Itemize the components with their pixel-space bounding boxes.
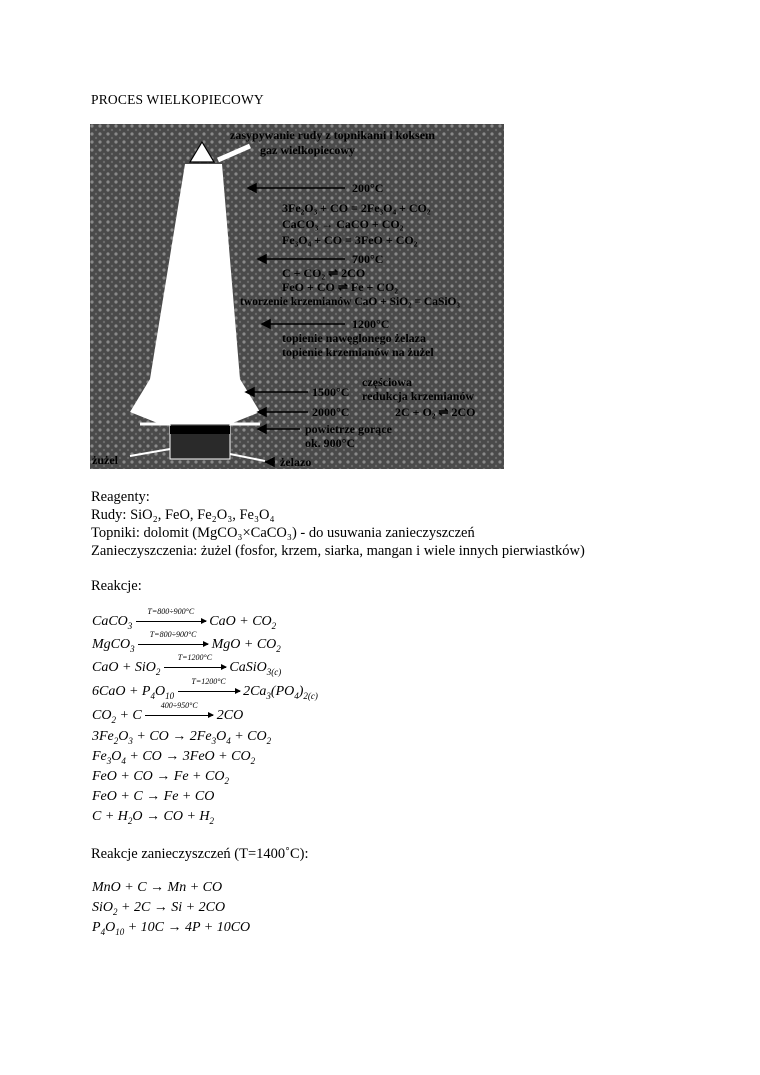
label-r3: Fe₃O₄ + CO = 3FeO + CO₂ [282, 233, 418, 247]
label-t2000: 2000°C [312, 405, 350, 419]
label-t1500: 1500°C [312, 385, 350, 399]
fluxes-line: Topniki: dolomit (MgCO₃×CaCO₃) - do usuwania zanieczyszczeń [91, 525, 475, 541]
reactions-heading: Reakcje: [91, 578, 142, 594]
reaction-5: $CO_2 + C$ 400÷950°C 2CO [92, 707, 243, 729]
reaction-1: CaCO$_3$ T=800÷900°C CaO + $CO_2$ [92, 613, 276, 635]
reaction-7: $Fe_3O_4$ + CO → $3FeO + CO_2$ [92, 749, 256, 766]
label-r6: tworzenie krzemianów CaO + SiO₂ = CaSiO₃ [240, 296, 460, 308]
reagents-heading: Reagenty: [91, 489, 150, 505]
page-title: PROCES WIELKOPIECOWY [91, 92, 264, 107]
label-r4: C + CO₂ ⇌ 2CO [282, 266, 366, 280]
label-air: powietrze gorące [305, 422, 392, 436]
label-t700: 700°C [352, 252, 384, 266]
reaction-3: CaO + SiO$_2$ T=1200°C CaSiO$_{3(c)}$ [92, 659, 281, 681]
label-r2: CaCO₃ → CaCO + CO₂ [282, 217, 404, 231]
arrow-label-4: T=1200°C [191, 677, 226, 686]
label-partial1: częściowa [362, 375, 412, 389]
label-r7: 2C + O₂ ⇌ 2CO [395, 405, 476, 419]
label-t1200: 1200°C [352, 317, 390, 331]
label-melt1: topienie nawęglonego żelaza [282, 331, 426, 345]
reaction-2: MgCO$_3$ T=800÷900°C MgO + $CO_2$ [92, 636, 281, 658]
arrow-label-3: T=1200°C [177, 653, 213, 662]
blast-furnace-diagram [90, 124, 504, 469]
reaction-8: FeO + CO → $Fe + CO_2$ [92, 769, 229, 786]
label-partial2: redukcja krzemianów [362, 389, 475, 403]
label-gas: gaz wielkopiecowy [260, 143, 355, 157]
reaction-9: FeO + C → Fe + CO [92, 789, 215, 804]
reaction-10: $C + H_2O$ → CO + $H_2$ [92, 809, 215, 826]
arrow-label-5: 400÷950°C [160, 701, 198, 710]
label-iron: żelazo [280, 455, 312, 469]
label-melt2: topienie krzemianów na żużel [282, 345, 434, 359]
reaction-4: $6CaO + P_4O_{10}$ T=1200°C $2Ca_3(PO_4)_{2(c)}$ [92, 683, 318, 705]
label-r5: FeO + CO ⇌ Fe + CO₂ [282, 280, 398, 294]
impurity-reaction-3: $P_4O_{10} + 10C \to 4P + 10CO$ [92, 920, 251, 937]
blast-furnace-figure [90, 124, 504, 469]
impurity-reactions-heading: Reakcje zanieczyszczeń (T=1400˚C): [91, 846, 309, 862]
iron-layer [170, 426, 230, 434]
impurity-reaction-2: SiO$_2$ + 2C → Si + 2CO [92, 900, 226, 917]
label-slag: żużel [92, 453, 118, 467]
impurities-line: Zanieczyszczenia: żużel (fosfor, krzem, siarka, mangan i wiele innych pierwiastków) [91, 543, 585, 559]
arrow-label-1: T=800÷900°C [147, 607, 195, 616]
reaction-6: $3Fe_2O_3$ + CO → $2Fe_3O_4 + CO_2$ [92, 729, 272, 746]
label-t200: 200°C [352, 181, 384, 195]
label-feed: zasypywanie rudy z topnikami i koksem [230, 128, 436, 142]
label-t900: ok. 900°C [305, 436, 356, 450]
ores-line: Rudy: SiO₂, FeO, Fe₂O₃, Fe₃O₄ [91, 507, 275, 523]
arrow-label-2: T=800÷900°C [149, 630, 197, 639]
label-r1: 3Fe₂O₃ + CO = 2Fe₃O₄ + CO₂ [282, 201, 431, 215]
impurity-reaction-1: MnO + C → Mn + CO [92, 880, 223, 895]
